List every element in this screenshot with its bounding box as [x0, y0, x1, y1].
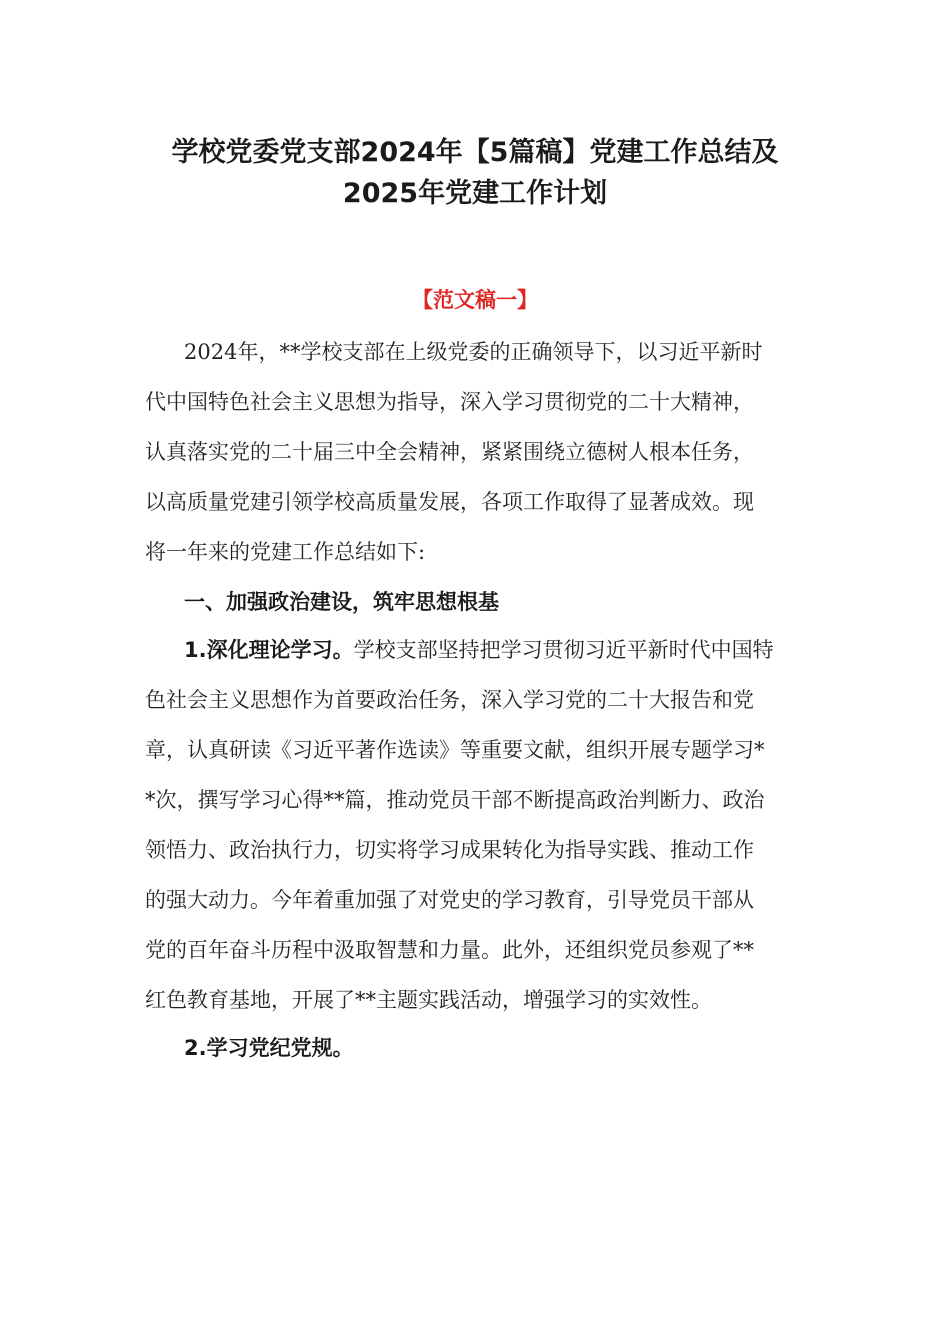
item-1-line: 领悟力、政治执行力，切实将学习成果转化为指导实践、推动工作 — [145, 838, 754, 862]
item-1-line: *次，撰写学习心得**篇，推动党员干部不断提高政治判断力、政治 — [145, 788, 765, 812]
intro-line: 代中国特色社会主义思想为指导，深入学习贯彻党的二十大精神， — [145, 390, 754, 414]
item-1-line: 的强大动力。今年着重加强了对党史的学习教育，引导党员干部从 — [145, 888, 754, 912]
intro-line: 认真落实党的二十届三中全会精神，紧紧围绕立德树人根本任务， — [145, 440, 754, 464]
item-1-paragraph-first-line — [184, 634, 774, 666]
item-1-title: 1.深化理论学习。 — [184, 638, 354, 662]
intro-line: 以高质量党建引领学校高质量发展，各项工作取得了显著成效。现 — [145, 490, 754, 514]
document-title-line-1: 学校党委党支部2024年【5篇稿】党建工作总结及 — [171, 137, 779, 168]
item-1-line: 红色教育基地，开展了**主题实践活动，增强学习的实效性。 — [145, 988, 712, 1012]
document-title-line-2: 2025年党建工作计划 — [342, 178, 608, 209]
intro-line: 2024年，**学校支部在上级党委的正确领导下，以习近平新时 — [184, 340, 763, 364]
item-1-text: 学校支部坚持把学习贯彻习近平新时代中国特 — [353, 638, 774, 662]
intro-line: 将一年来的党建工作总结如下: — [145, 540, 426, 564]
item-1-line: 色社会主义思想作为首要政治任务，深入学习党的二十大报告和党 — [145, 688, 754, 712]
item-1-line: 章，认真研读《习近平著作选读》等重要文献，组织开展专题学习* — [145, 738, 765, 762]
item-1-line: 党的百年奋斗历程中汲取智慧和力量。此外，还组织党员参观了** — [145, 938, 754, 962]
section-label: 【范文稿一】 — [412, 288, 538, 312]
section-heading: 一、加强政治建设，筑牢思想根基 — [184, 590, 499, 614]
item-2-title: 2.学习党纪党规。 — [184, 1036, 354, 1060]
